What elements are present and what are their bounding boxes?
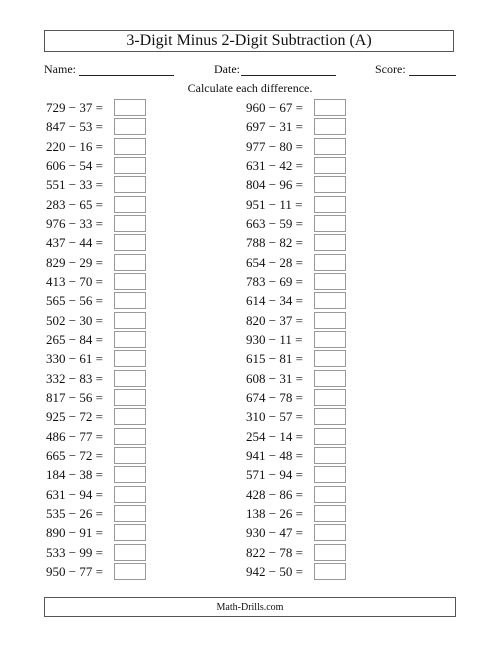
answer-box[interactable] [314, 312, 346, 329]
problem-expression: 930 − 47 = [246, 525, 303, 541]
problem-expression: 817 − 56 = [46, 389, 103, 405]
title-text: 3-Digit Minus 2-Digit Subtraction (A) [126, 32, 372, 49]
problem-expression: 220 − 16 = [46, 138, 103, 154]
problem-expression: 729 − 37 = [46, 100, 103, 115]
problem-expression: 665 − 72 = [46, 447, 103, 463]
answer-box[interactable] [114, 196, 146, 213]
answer-box[interactable] [114, 99, 146, 116]
problem-expression: 663 − 59 = [246, 215, 303, 231]
answer-box[interactable] [114, 118, 146, 135]
answer-box[interactable] [314, 389, 346, 406]
answer-box[interactable] [314, 370, 346, 387]
answer-box[interactable] [114, 428, 146, 445]
problem-expression: 615 − 81 = [246, 351, 303, 367]
problem-expression: 330 − 61 = [46, 351, 103, 367]
problem-expression: 631 − 94 = [46, 486, 103, 502]
answer-box[interactable] [114, 176, 146, 193]
name-field-line[interactable] [79, 75, 174, 76]
answer-box[interactable] [314, 138, 346, 155]
problem-expression: 310 − 57 = [246, 409, 303, 425]
answer-box[interactable] [314, 157, 346, 174]
problem-expression: 925 − 72 = [46, 409, 103, 425]
answer-box[interactable] [114, 350, 146, 367]
answer-box[interactable] [314, 292, 346, 309]
problem-expression: 535 − 26 = [46, 505, 103, 521]
answer-box[interactable] [314, 447, 346, 464]
answer-box[interactable] [114, 524, 146, 541]
problem-expression: 565 − 56 = [46, 293, 103, 309]
score-field-line[interactable] [409, 75, 456, 76]
answer-box[interactable] [114, 447, 146, 464]
answer-box[interactable] [114, 273, 146, 290]
worksheet-title [44, 30, 454, 52]
problem-expression: 822 − 78 = [246, 544, 303, 560]
answer-box[interactable] [314, 118, 346, 135]
answer-box[interactable] [314, 408, 346, 425]
problem-expression: 533 − 99 = [46, 544, 103, 560]
problem-expression: 608 − 31 = [246, 370, 303, 386]
problem-expression: 788 − 82 = [246, 235, 303, 251]
answer-box[interactable] [114, 389, 146, 406]
problem-expression: 606 − 54 = [46, 157, 103, 173]
problem-expression: 283 − 65 = [46, 196, 103, 212]
answer-box[interactable] [314, 234, 346, 251]
answer-box[interactable] [114, 292, 146, 309]
problem-expression: 254 − 14 = [246, 428, 303, 444]
problem-expression: 697 − 31 = [246, 119, 303, 135]
answer-box[interactable] [314, 486, 346, 503]
problem-expression: 930 − 11 = [246, 331, 303, 347]
answer-box[interactable] [314, 466, 346, 483]
answer-box[interactable] [314, 505, 346, 522]
answer-box[interactable] [114, 563, 146, 580]
footer-text: Math-Drills.com [216, 601, 284, 613]
problem-expression: 976 − 33 = [46, 215, 103, 231]
problem-expression: 950 − 77 = [46, 563, 103, 579]
student-info-row [0, 62, 500, 78]
problem-expression: 674 − 78 = [246, 389, 303, 405]
problem-expression: 941 − 48 = [246, 447, 303, 463]
problem-expression: 138 − 26 = [246, 505, 303, 521]
answer-box[interactable] [314, 331, 346, 348]
problem-expression: 942 − 50 = [246, 563, 303, 579]
answer-box[interactable] [114, 486, 146, 503]
answer-box[interactable] [114, 215, 146, 232]
problem-expression: 184 − 38 = [46, 467, 103, 483]
answer-box[interactable] [114, 466, 146, 483]
answer-box[interactable] [314, 350, 346, 367]
answer-box[interactable] [314, 215, 346, 232]
answer-box[interactable] [114, 157, 146, 174]
footer [44, 597, 456, 617]
instructions: Calculate each difference. [187, 81, 313, 95]
problem-expression: 631 − 42 = [246, 157, 303, 173]
problem-expression: 502 − 30 = [46, 312, 103, 328]
problem-expression: 571 − 94 = [246, 467, 303, 483]
answer-box[interactable] [314, 196, 346, 213]
problem-expression: 804 − 96 = [246, 177, 303, 193]
problem-expression: 829 − 29 = [46, 254, 103, 270]
problem-expression: 614 − 34 = [246, 293, 303, 309]
problem-expression: 437 − 44 = [46, 235, 103, 251]
problem-expression: 890 − 91 = [46, 525, 103, 541]
answer-box[interactable] [114, 312, 146, 329]
date-label: Date: [214, 62, 240, 76]
problem-expression: 654 − 28 = [246, 254, 303, 270]
problem-expression: 847 − 53 = [46, 119, 103, 135]
problem-expression: 977 − 80 = [246, 138, 303, 154]
problem-expression: 486 − 77 = [46, 428, 103, 444]
answer-box[interactable] [314, 273, 346, 290]
answer-box[interactable] [114, 505, 146, 522]
answer-box[interactable] [314, 254, 346, 271]
answer-box[interactable] [114, 331, 146, 348]
answer-box[interactable] [314, 99, 346, 116]
name-label: Name: [44, 62, 76, 76]
answer-box[interactable] [314, 563, 346, 580]
score-label: Score: [375, 62, 406, 76]
problem-expression: 413 − 70 = [46, 273, 103, 289]
answer-box[interactable] [114, 138, 146, 155]
problem-expression: 820 − 37 = [246, 312, 303, 328]
answer-box[interactable] [114, 234, 146, 251]
answer-box[interactable] [314, 524, 346, 541]
date-field-line[interactable] [241, 75, 336, 76]
answer-box[interactable] [114, 544, 146, 561]
answer-box[interactable] [314, 428, 346, 445]
answer-box[interactable] [114, 408, 146, 425]
answer-box[interactable] [314, 544, 346, 561]
problem-expression: 428 − 86 = [246, 486, 303, 502]
problem-expression: 332 − 83 = [46, 370, 103, 386]
answer-box[interactable] [314, 176, 346, 193]
problem-expression: 951 − 11 = [246, 196, 303, 212]
answer-box[interactable] [114, 254, 146, 271]
answer-box[interactable] [114, 370, 146, 387]
problem-expression: 783 − 69 = [246, 273, 303, 289]
problem-expression: 551 − 33 = [46, 177, 103, 193]
problem-expression: 265 − 84 = [46, 331, 103, 347]
problem-expression: 960 − 67 = [246, 100, 303, 115]
